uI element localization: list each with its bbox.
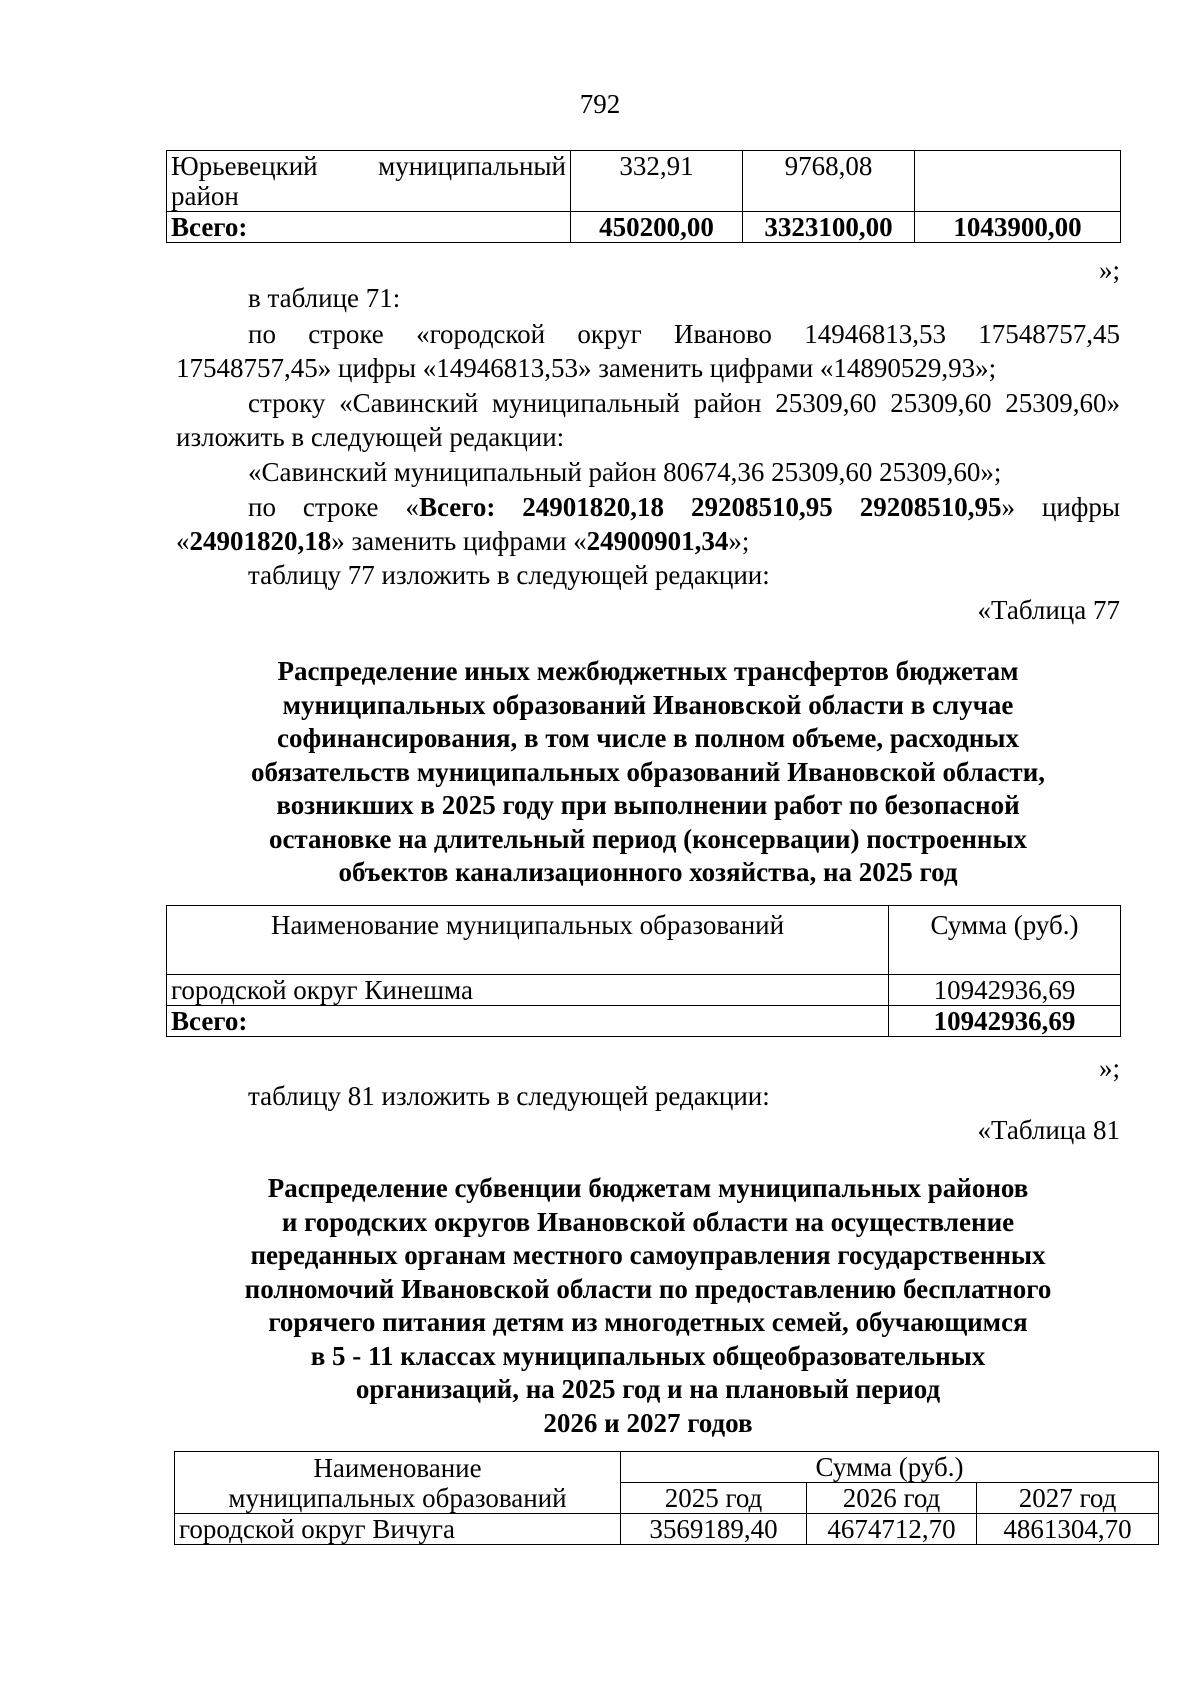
header-name [175, 1452, 621, 1514]
title-line: переданных органам местного самоуправления государственных [250, 1240, 1046, 1270]
title-line: Распределение субвенции бюджетам муниципальных районов [267, 1173, 1029, 1203]
total-value: 1043900,00 [915, 212, 1121, 243]
title-line: полномочий Ивановской области по предоставлению бесплатного [244, 1273, 1052, 1304]
table-header-row [175, 1452, 1159, 1483]
title-line: муниципальных образований Ивановской области в случае [282, 689, 1014, 720]
title-line: Распределение иных межбюджетных трансфертов бюджетам [277, 656, 1019, 686]
text-line: по строке «Всего: 24901820,18 29208510,95 29208510,95» цифры [248, 492, 1120, 522]
municipality-cell: городской округ Кинешма [167, 975, 889, 1006]
title-line: организаций, на 2025 год и на плановый период [355, 1374, 941, 1404]
text-line: «Савинский муниципальный район 80674,36 25309,60 25309,60»; [248, 457, 1002, 487]
title-line: остановке на длительный период (консервации) построенных [268, 823, 1028, 854]
table-title [176, 1172, 1120, 1440]
text-line: изложить в следующей редакции: [176, 422, 565, 452]
page-number: 792 [579, 89, 621, 119]
header-name-line: муниципальных образований [228, 1482, 567, 1513]
closing-quote: »; [1098, 1053, 1120, 1083]
municipality-name-line: Юрьевецкий муниципальный [171, 151, 566, 181]
municipality-cell: городской округ Вичуга [175, 1514, 621, 1545]
title-line: объектов канализационного хозяйства, на 2025 год [338, 857, 958, 887]
table-header-row [167, 906, 1121, 975]
table-title [176, 655, 1120, 890]
text-line: «24901820,18» заменить цифрами «24900901,34»; [176, 526, 750, 556]
value-cell [915, 151, 1121, 212]
municipality-cell [167, 151, 571, 212]
header-year: 2026 год [807, 1483, 977, 1514]
municipality-name-line: район [171, 181, 239, 211]
title-line: и городских округов Ивановской области на осуществление [281, 1206, 1015, 1237]
header-year: 2027 год [977, 1483, 1159, 1514]
title-line: обязательств муниципальных образований Ивановской области, [251, 756, 1045, 787]
text-line: 17548757,45» цифры «14946813,53» заменить цифрами «14890529,93»; [176, 353, 997, 383]
header-name: Наименование муниципальных образований [167, 906, 889, 975]
total-label: Всего: [167, 212, 571, 243]
title-line: возникших в 2025 году при выполнении работ по безопасной [276, 790, 1020, 820]
text-line: по строке «городской округ Иваново 14946813,53 17548757,45 [248, 319, 1120, 349]
table-continuation [166, 150, 1121, 243]
total-value: 10942936,69 [889, 1006, 1121, 1037]
table-label: «Таблица 81 [977, 1115, 1120, 1145]
value-cell: 4674712,70 [807, 1514, 977, 1545]
header-sum: Сумма (руб.) [621, 1452, 1159, 1483]
total-value: 450200,00 [571, 212, 743, 243]
table-row [175, 1514, 1159, 1545]
text-line: таблицу 77 изложить в следующей редакции: [248, 560, 770, 590]
text-line: таблицу 81 изложить в следующей редакции: [248, 1081, 770, 1111]
total-value: 3323100,00 [743, 212, 915, 243]
header-name-line: Наименование [313, 1452, 482, 1483]
table-label: «Таблица 77 [977, 595, 1120, 625]
table-81 [174, 1451, 1159, 1545]
total-label: Всего: [167, 1006, 889, 1037]
value-cell: 10942936,69 [889, 975, 1121, 1006]
title-line: софинансирования, в том числе в полном объеме, расходных [277, 723, 1019, 753]
value-cell: 332,91 [571, 151, 743, 212]
total-row [167, 1006, 1121, 1037]
table-row [167, 151, 1121, 212]
header-sum: Сумма (руб.) [889, 906, 1121, 975]
value-cell: 3569189,40 [621, 1514, 807, 1545]
table-77 [166, 905, 1121, 1037]
title-line: 2026 и 2027 годов [543, 1407, 753, 1438]
header-year: 2025 год [621, 1483, 807, 1514]
text-line: в таблице 71: [248, 283, 401, 313]
value-cell: 4861304,70 [977, 1514, 1159, 1545]
title-line: горячего питания детям из многодетных семей, обучающимся [268, 1307, 1028, 1337]
text-line: строку «Савинский муниципальный район 25309,60 25309,60 25309,60» [248, 388, 1120, 418]
closing-quote: »; [1098, 255, 1120, 285]
title-line: в 5 - 11 классах муниципальных общеобразовательных [310, 1340, 986, 1371]
table-row [167, 975, 1121, 1006]
value-cell: 9768,08 [743, 151, 915, 212]
total-row [167, 212, 1121, 243]
